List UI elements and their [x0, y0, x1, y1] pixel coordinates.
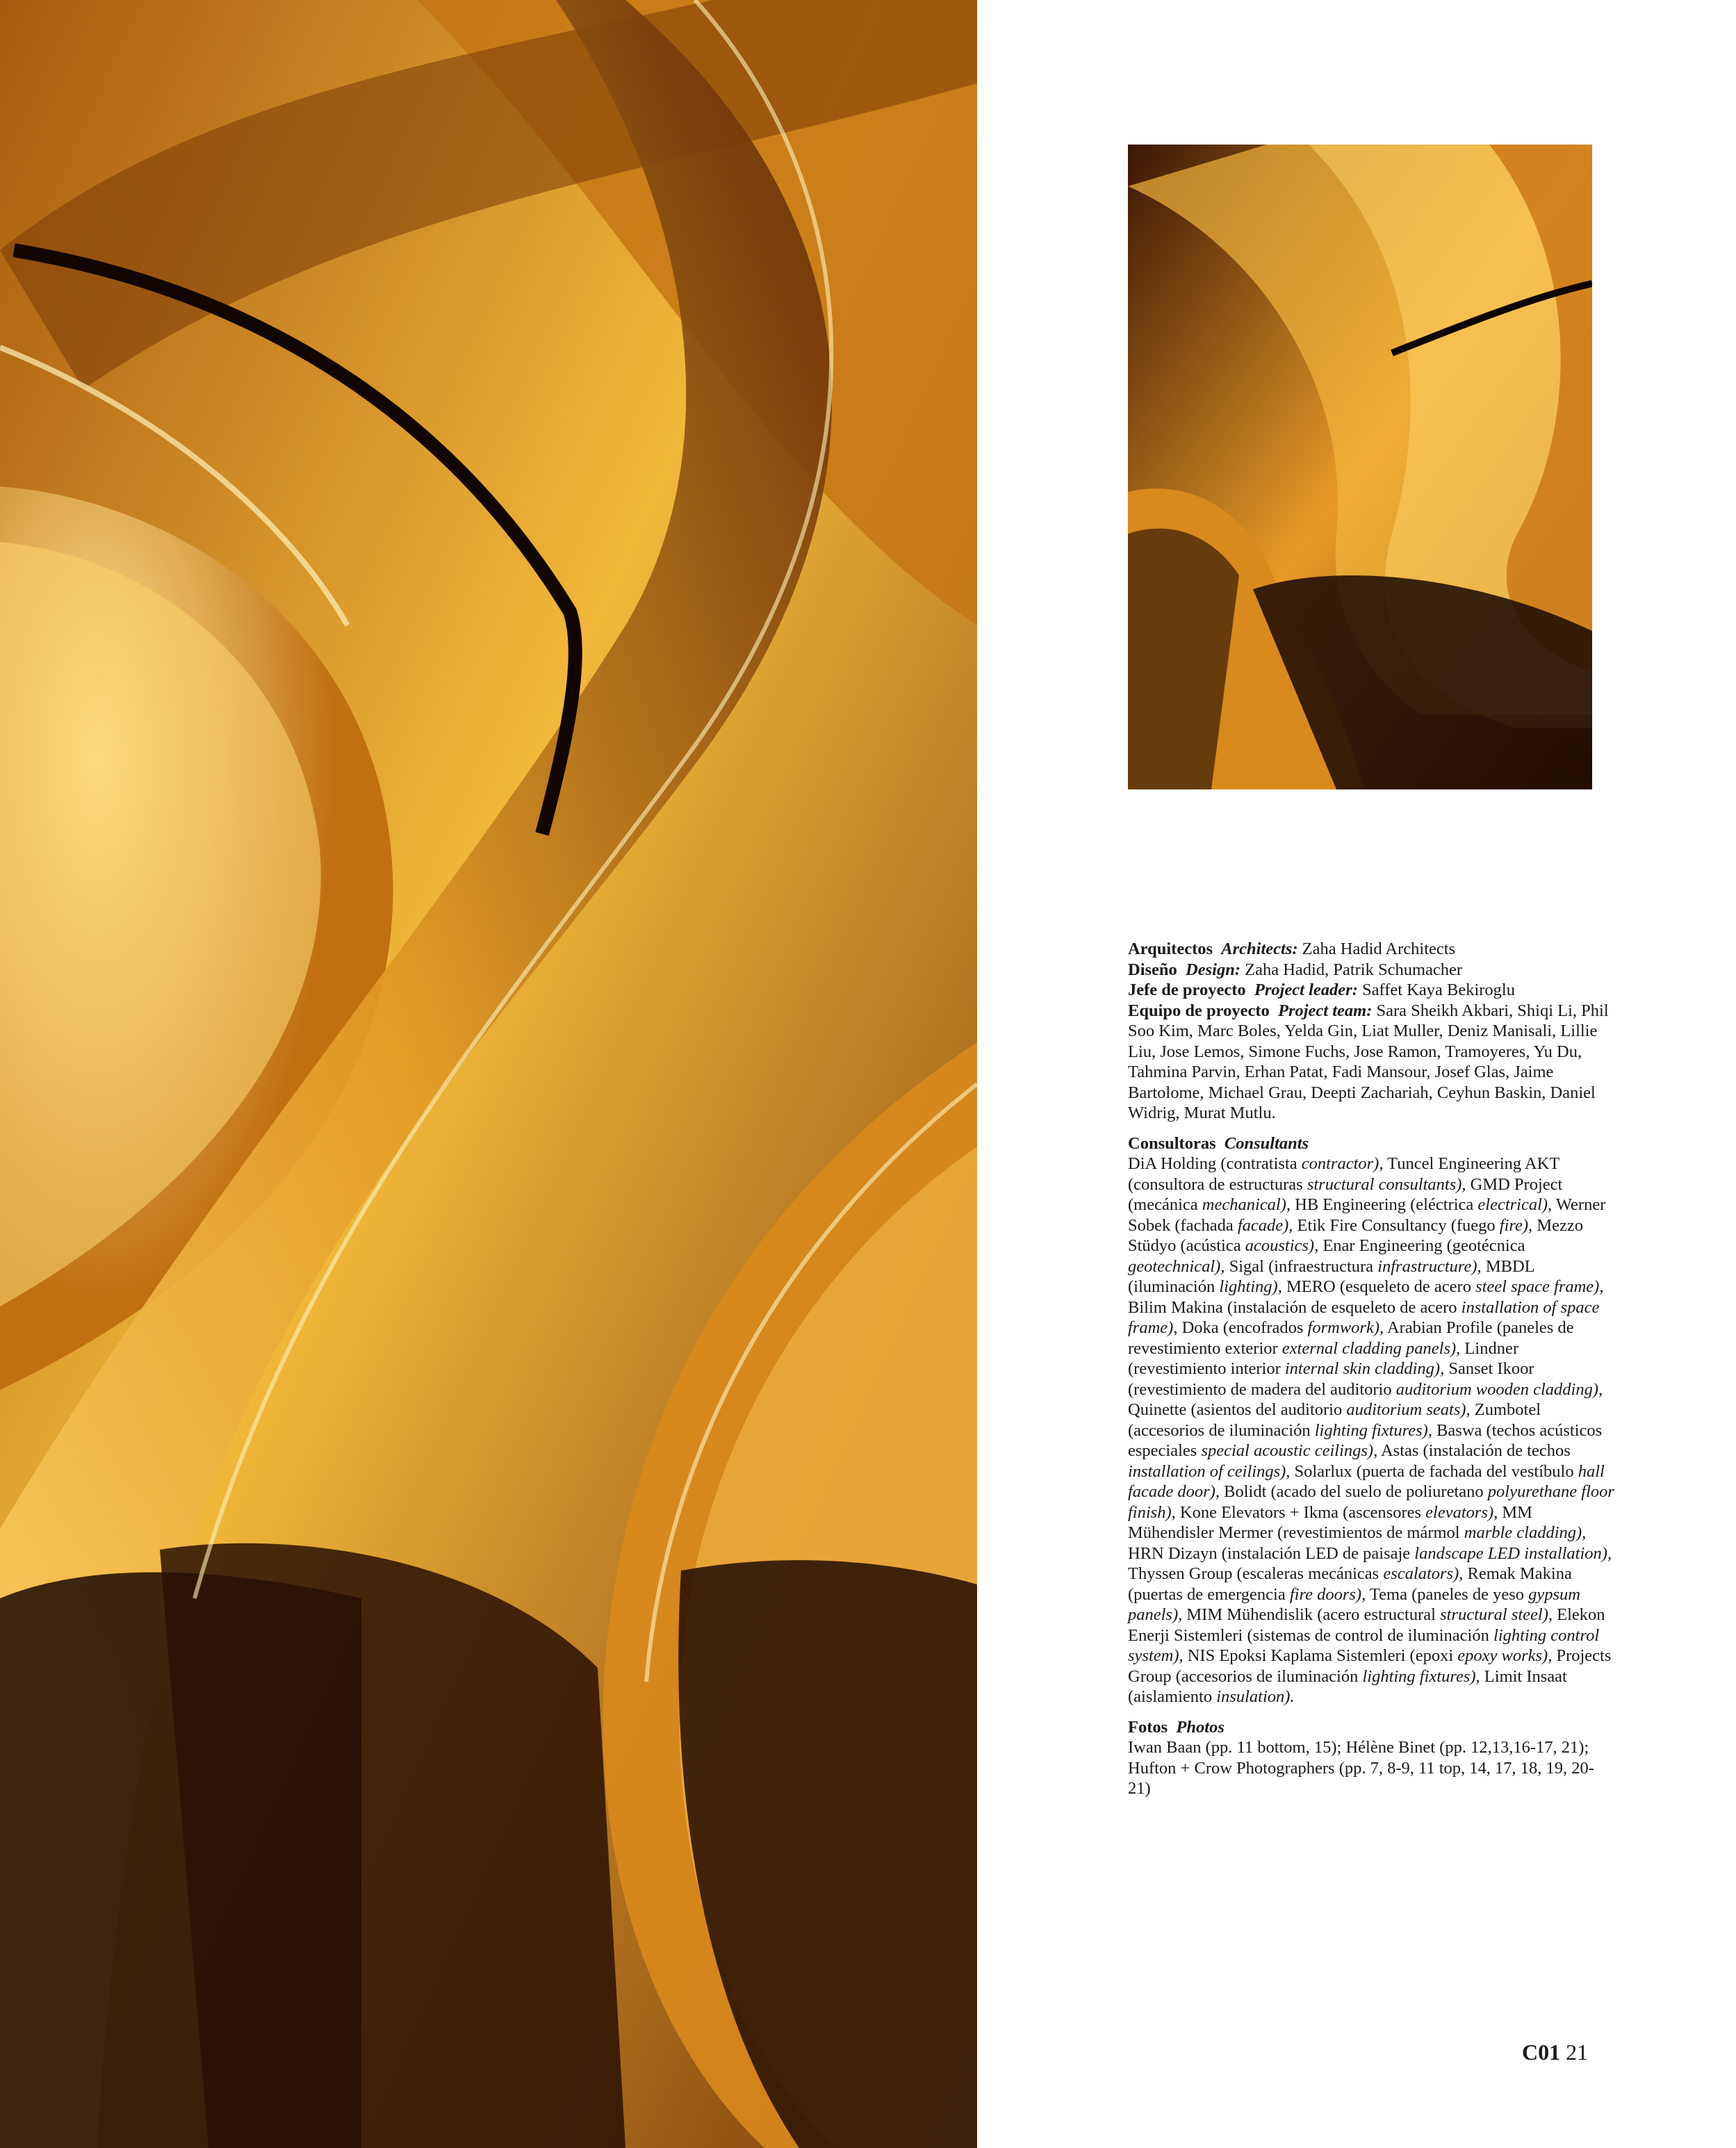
consultant-role-en: auditorium wooden cladding), [1395, 1379, 1603, 1399]
consultant-entry: Sanset Ikoor (revestimiento de madera del auditorio [1128, 1359, 1534, 1399]
consultant-role-en: external cladding panels), [1281, 1338, 1461, 1358]
consultant-entry: Zumbotel (accesorios de iluminación [1128, 1400, 1541, 1440]
consultant-role-en: marble cladding), [1464, 1523, 1587, 1542]
consultant-entry: Enar Engineering (geotécnica [1318, 1236, 1525, 1255]
consultant-role-en: polyurethane floor finish), [1128, 1482, 1614, 1522]
consultant-role-en: landscape LED installation), [1414, 1543, 1612, 1563]
consultant-role-en: lighting), [1219, 1277, 1282, 1296]
consultant-entry: Quinette (asientos del auditorio [1128, 1400, 1347, 1419]
project-leader-label-en: Project leader: [1254, 981, 1358, 999]
consultant-role-en: formwork), [1307, 1318, 1384, 1337]
project-credits [1128, 939, 1614, 1809]
consultant-role-en: lighting fixtures), [1314, 1420, 1432, 1440]
consultant-entry: HB Engineering (eléctrica [1291, 1195, 1478, 1214]
page-folio [1522, 2040, 1588, 2065]
consultant-entry: Limit Insaat (aislamiento [1128, 1666, 1567, 1706]
consultant-role-en: elevators), [1425, 1502, 1498, 1522]
consultant-entry: Mezzo Stüdyo (acústica [1128, 1215, 1583, 1255]
consultant-entry: MIM Mühendislik (acero estructural [1182, 1605, 1441, 1624]
page-number: 21 [1566, 2040, 1589, 2065]
consultant-entry: Tema (paneles de yeso [1366, 1584, 1529, 1604]
credits-group-consultants [1128, 1133, 1614, 1707]
consultant-entry: Etik Fire Consultancy (fuego [1293, 1215, 1500, 1235]
consultant-entry: Solarlux (puerta de fachada del vestíbulo [1290, 1461, 1578, 1481]
consultant-role-en: steel space frame), [1475, 1277, 1604, 1296]
consultant-role-en: auditorium seats), [1346, 1400, 1471, 1419]
consultant-role-en: gypsum panels), [1128, 1584, 1580, 1624]
consultant-entry: Sigal (infraestructura [1225, 1256, 1378, 1276]
consultant-role-en: structural consultants), [1307, 1174, 1466, 1194]
consultant-entry: Remak Makina (puertas de emergencia [1128, 1564, 1572, 1604]
auditorium-photo-small-art [1128, 145, 1592, 789]
consultant-entry: Baswa (techos acústicos especiales [1128, 1420, 1603, 1460]
consultant-entry: Werner Sobek (fachada [1128, 1195, 1606, 1235]
project-team-value: Sara Sheikh Akbari, Shiqi Li, Phil Soo Kim, Marc Boles, Yelda Gin, Liat Muller, Deniz Manisali, Lillie Liu, Jose Lemos, Simone Fuchs, Jose Ramon, Tramoyeres, Yu Du, Tahmina Parvin, Erhan Patat, Fadi Mansour, Josef Glas, Jaime Bartolome, Michael Grau, Deepti Zachariah, Ceyhun Baskin, Daniel Widrig, Murat Mutlu. [1128, 1001, 1609, 1122]
design-value: Zaha Hadid, Patrik Schumacher [1245, 960, 1463, 979]
consultant-role-en: mechanical), [1202, 1195, 1291, 1214]
section-code: C01 [1522, 2040, 1561, 2065]
consultant-role-en: installation of space frame), [1128, 1297, 1600, 1337]
consultant-role-en: electrical), [1477, 1195, 1553, 1214]
consultant-role-en: fire), [1499, 1215, 1533, 1235]
consultant-entry: Astas (instalación de techos [1377, 1441, 1571, 1460]
credits-group-photos [1128, 1717, 1614, 1799]
photos-value: Iwan Baan (pp. 11 bottom, 15); Hélène Binet (pp. 12,13,16-17, 21); Hufton + Crow Photographers (pp. 7, 8-9, 11 top, 14, 17, 18, 19, 20-21) [1128, 1738, 1594, 1798]
consultant-entry: HRN Dizayn (instalación LED de paisaje [1128, 1543, 1415, 1563]
project-leader-label-es: Jefe de proyecto [1128, 981, 1246, 999]
consultant-role-en: facade), [1237, 1215, 1293, 1235]
consultant-entry: Arabian Profile (paneles de revestimiento exterior [1128, 1318, 1574, 1358]
consultant-role-en: epoxy works), [1457, 1646, 1553, 1665]
consultant-role-en: escalators), [1383, 1564, 1464, 1583]
consultant-entry: NIS Epoksi Kaplama Sistemleri (epoxi [1183, 1646, 1458, 1665]
consultant-entry: Projects Group (accesorios de iluminación [1128, 1646, 1612, 1686]
consultants-label-en: Consultants [1224, 1133, 1309, 1153]
consultant-entry: Thyssen Group (escaleras mecánicas [1128, 1564, 1384, 1583]
consultant-entry: Bolidt (acado del suelo de poliuretano [1220, 1482, 1488, 1501]
consultant-role-en: fire doors), [1289, 1584, 1366, 1604]
project-team-label-es: Equipo de proyecto [1128, 1001, 1270, 1020]
credits-group-team [1128, 939, 1614, 1124]
consultant-entry: Tuncel Engineering AKT (consultora de estructuras [1128, 1154, 1559, 1194]
auditorium-photo-small [1128, 145, 1592, 789]
consultant-entry: MERO (esqueleto de acero [1281, 1277, 1476, 1296]
consultant-role-en: special acoustic ceilings), [1201, 1441, 1378, 1460]
consultant-role-en: lighting fixtures), [1362, 1666, 1480, 1686]
consultant-entry: MBDL (iluminación [1128, 1256, 1534, 1296]
consultant-role-en: lighting control system), [1128, 1625, 1600, 1665]
consultant-entry: Doka (encofrados [1177, 1318, 1308, 1337]
consultant-entry: Bilim Makina (instalación de esqueleto de acero [1128, 1297, 1461, 1317]
photos-label-es: Fotos [1128, 1717, 1168, 1737]
consultants-label-es: Consultoras [1128, 1133, 1216, 1153]
consultant-role-en: hall facade door), [1128, 1461, 1605, 1501]
consultant-role-en: internal skin cladding), [1284, 1359, 1445, 1378]
consultant-entry: Kone Elevators + Ikma (ascensores [1175, 1502, 1426, 1522]
architects-label-es: Arquitectos [1128, 940, 1213, 958]
photos-label-en: Photos [1176, 1717, 1225, 1737]
consultant-role-en: infrastructure), [1377, 1256, 1482, 1276]
consultant-role-en: installation of ceilings), [1128, 1461, 1291, 1481]
consultant-entry: MM Mühendisler Mermer (revestimientos de mármol [1128, 1502, 1532, 1542]
project-leader-value: Saffet Kaya Bekiroglu [1362, 981, 1515, 999]
consultant-entry: Lindner (revestimiento interior [1128, 1338, 1518, 1378]
consultant-entry: Elekon Enerji Sistemleri (sistemas de control de iluminación [1128, 1605, 1605, 1645]
project-team-label-en: Project team: [1278, 1001, 1373, 1020]
consultants-list [1128, 1154, 1614, 1706]
consultant-role-en: insulation). [1216, 1687, 1295, 1706]
design-label-en: Design: [1186, 960, 1240, 979]
consultant-role-en: structural steel), [1440, 1605, 1553, 1624]
design-label-es: Diseño [1128, 960, 1177, 979]
architects-label-en: Architects: [1221, 940, 1298, 958]
consultant-entry: DiA Holding (contratista [1128, 1154, 1302, 1173]
consultant-role-en: contractor), [1301, 1154, 1384, 1173]
consultant-entry: GMD Project (mecánica [1128, 1174, 1563, 1214]
architects-value: Zaha Hadid Architects [1302, 940, 1456, 958]
consultant-role-en: acoustics), [1245, 1236, 1319, 1255]
consultant-role-en: geotechnical), [1128, 1256, 1225, 1276]
